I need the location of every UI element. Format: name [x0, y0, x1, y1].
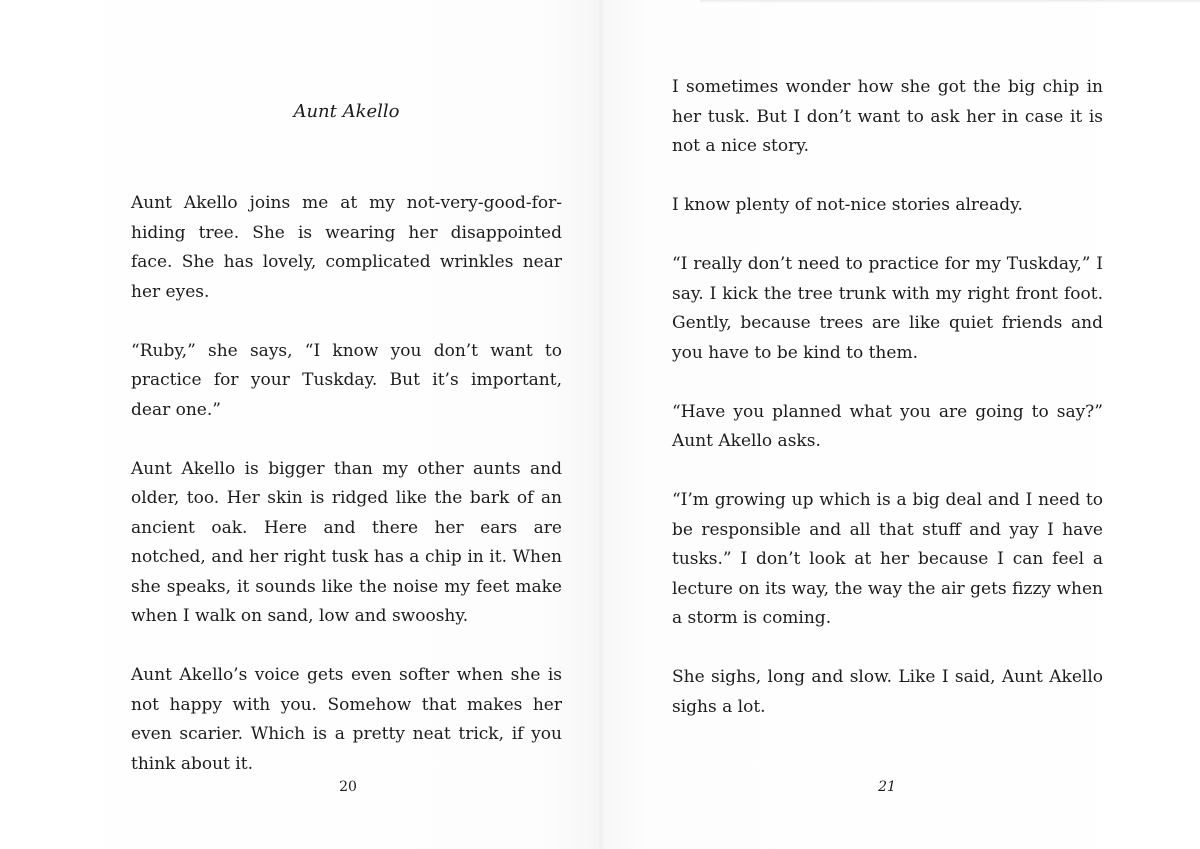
paragraph: “Have you planned what you are going to say?” Aunt Akello asks.: [672, 401, 1103, 451]
page-number-left: 20: [339, 779, 357, 795]
paragraph: Aunt Akello is bigger than my other aunts and older, too. Her skin is ridged like the bark of an ancient oak. Here and there her ears are notched, and her right tusk has a chip in it. When she speaks, it sounds like the noise my feet make when I walk on sand, low and swooshy.: [131, 458, 562, 626]
paragraph: She sighs, long and slow. Like I said, Aunt Akello sighs a lot.: [672, 667, 1103, 717]
page-number-right: 21: [878, 779, 896, 795]
left-page-body: [131, 189, 562, 809]
paragraph: “Ruby,” she says, “I know you don’t want to practice for your Tuskday. But it’s important, dear one.”: [131, 340, 562, 420]
paragraph: “I’m growing up which is a big deal and I need to be responsible and all that stuff and yay I have tusks.” I don’t look at her because I can feel a lecture on its way, the way the air gets fizzy when a storm is coming.: [672, 490, 1103, 628]
page-top-edge: [700, 0, 1200, 3]
gutter-shadow: [598, 0, 604, 849]
paragraph: “I really don’t need to practice for my Tuskday,” I say. I kick the tree trunk with my right front foot. Gently, because trees are like quiet friends and you have to be kind to them.: [672, 254, 1103, 363]
paragraph: Aunt Akello’s voice gets even softer when she is not happy with you. Somehow that makes her even scarier. Which is a pretty neat trick, if you think about it.: [131, 665, 562, 774]
chapter-title: Aunt Akello: [293, 101, 400, 122]
paragraph: I sometimes wonder how she got the big chip in her tusk. But I don’t want to ask her in case it is not a nice story.: [672, 77, 1103, 156]
right-page-body: [672, 73, 1103, 752]
paragraph: Aunt Akello joins me at my not-very-good-for-hiding tree. She is wearing her disappointed face. She has lovely, complicated wrinkles near her eyes.: [131, 193, 562, 302]
paragraph: I know plenty of not-nice stories already.: [672, 195, 1023, 215]
